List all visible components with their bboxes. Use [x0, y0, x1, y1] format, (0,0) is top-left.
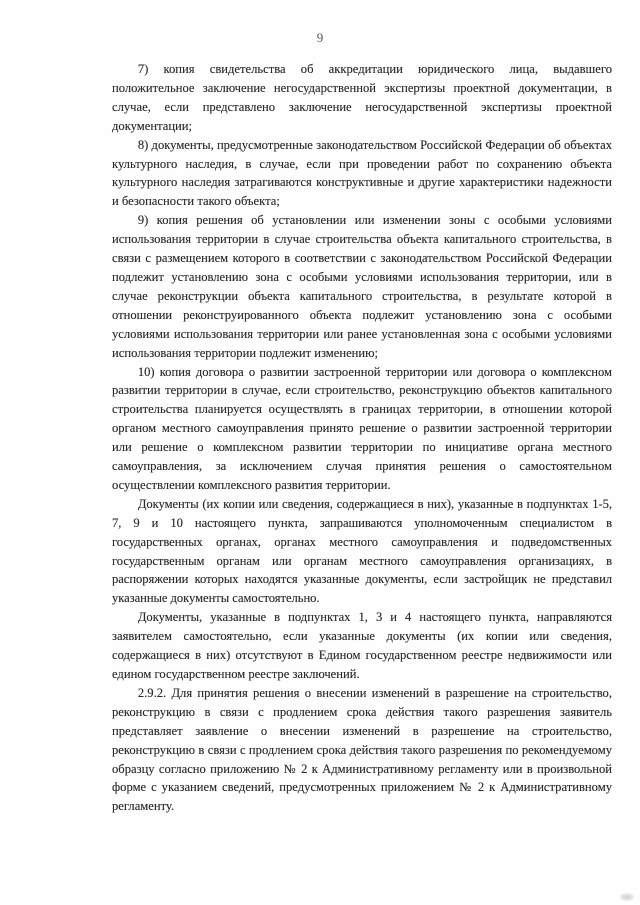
paragraph-item-10: 10) копия договора о развитии застроенной территории или договора о комплексном развитии территории в случае, если строительство, реконструкцию объектов капитального строительства планируется осуществлять в границах территории, в отношении которой органом местного самоуправления принято решение о развитии застроенной территории или решение о комплексном развитии территории по инициативе органа местного самоуправления, за исключением случая принятия решения о самостоятельном осуществлении комплексного развития территории. [112, 364, 612, 492]
paragraph-item-9: 9) копия решения об установлении или изменении зоны с особыми условиями использования территории в случае строительства объекта капитального строительства, в связи с размещением которого в соответствии с законодательством Российской Федерации подлежит установлению зона с особыми условиями использования территории, или в случае реконструкции объекта капитального строительства, в результате которой в отношении реконструированного объекта подлежит установлению зона с особыми условиями использования территории или ранее установленная зона с особыми условиями использования территории подлежит изменению; [112, 213, 612, 360]
document-body [112, 60, 612, 816]
page-number: 9 [316, 30, 324, 45]
paragraph-section-2-9-2: 2.9.2. Для принятия решения о внесении изменений в разрешение на строительство, реконструкцию в связи с продлением срока действия такого разрешения заявитель представляет заявление о внесении изменений в разрешение на строительство, реконструкцию в связи с продлением срока действия такого разрешения по рекомендуемому образцу согласно приложению № 2 к Административному регламенту или в произвольной форме с указанием сведений, предусмотренных приложением № 2 к Административному регламенту. [112, 685, 612, 814]
paragraph-item-8: 8) документы, предусмотренные законодательством Российской Федерации об объектах культурного наследия, в случае, если при проведении работ по сохранению объекта культурного наследия затрагиваются конструктивные и другие характеристики надежности и безопасности такого объекта; [112, 137, 612, 209]
scan-artifact [620, 893, 634, 901]
paragraph-item-7: 7) копия свидетельства об аккредитации юридического лица, выдавшего положительное заключение негосударственной экспертизы проектной документации, в случае, если представлено заключение негосударственной экспертизы проектной документации; [112, 62, 612, 133]
paragraph-documents-requested: Документы (их копии или сведения, содержащиеся в них), указанные в подпунктах 1-5, 7, 9 и 10 настоящего пункта, запрашиваются уполномоченным специалистом в государственных органах, органах местного самоуправления и подведомственных государственным органам или органам местного самоуправления организациях, в распоряжении которых находятся указанные документы, если застройщик не представил указанные документы самостоятельно. [112, 496, 612, 606]
paragraph-documents-submitted: Документы, указанные в подпунктах 1, 3 и 4 настоящего пункта, направляются заявителем самостоятельно, если указанные документы (их копии или сведения, содержащиеся в них) отсутствуют в Едином государственном реестре недвижимости или едином государственном реестре заключений. [112, 610, 612, 681]
